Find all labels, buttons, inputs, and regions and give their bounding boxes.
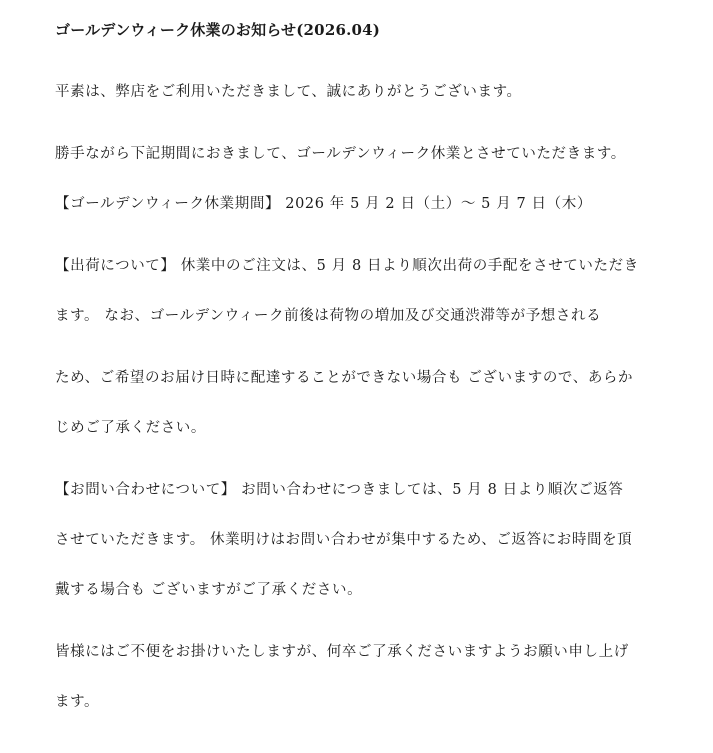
notice-title: ゴールデンウィーク休業のお知らせ(2026.04) <box>55 21 381 39</box>
inquiry-line: 戴する場合も ございますがご了承ください。 <box>55 582 363 598</box>
closing-line: 皆様にはご不便をお掛けいたしますが、何卒ご了承くださいますようお願い申し上げ <box>55 644 629 660</box>
inquiry-line: 【お問い合わせについて】 お問い合わせにつきましては、5 月 8 日より順次ご返答 <box>55 482 624 498</box>
greeting-text: 平素は、弊店をご利用いただきまして、誠にありがとうございます。 <box>55 84 522 100</box>
shipping-line: ため、ご希望のお届け日時に配達することができない場合も ございますので、あらか <box>55 370 634 386</box>
closing-line: ます。 <box>55 694 100 710</box>
holiday-period: 【ゴールデンウィーク休業期間】 2026 年 5 月 2 日（土）～ 5 月 7 日（木） <box>55 196 592 212</box>
inquiry-line: させていただきます。 休業明けはお問い合わせが集中するため、ご返答にお時間を頂 <box>55 532 633 548</box>
shipping-line: じめご了承ください。 <box>55 420 206 436</box>
shipping-line: 【出荷について】 休業中のご注文は、5 月 8 日より順次出荷の手配をさせていただき <box>55 258 639 274</box>
shipping-line: ます。 なお、ゴールデンウィーク前後は荷物の増加及び交通渋滞等が予想される <box>55 308 602 324</box>
intro-text: 勝手ながら下記期間におきまして、ゴールデンウィーク休業とさせていただきます。 <box>55 146 626 162</box>
